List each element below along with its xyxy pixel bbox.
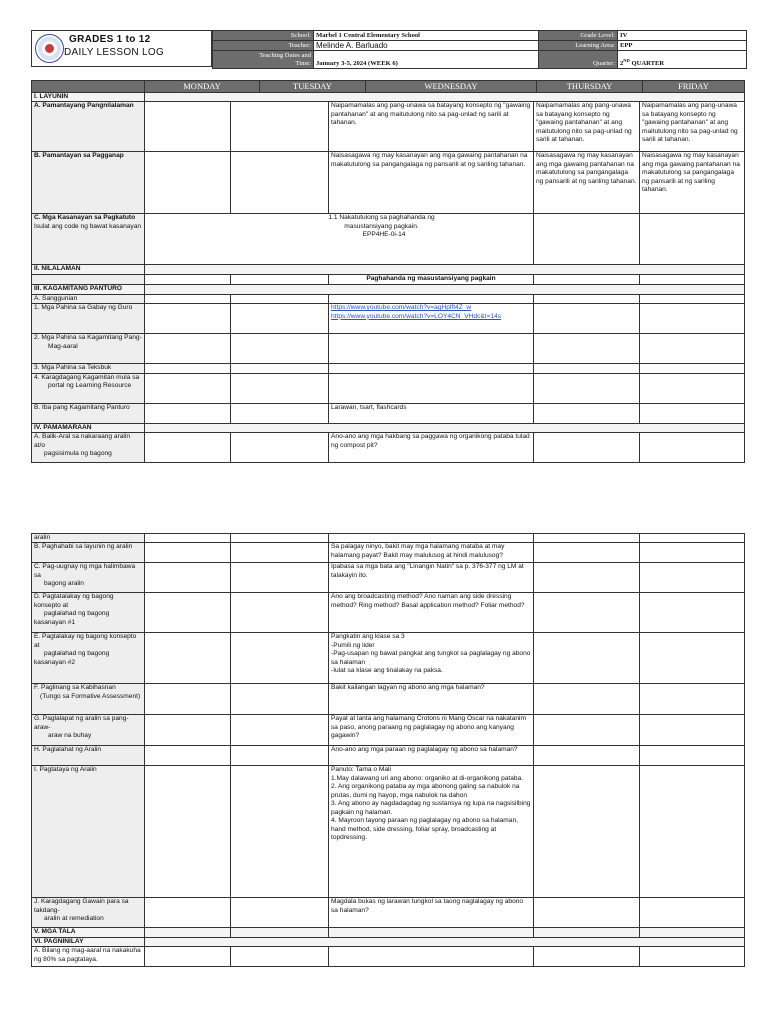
label-pagtatalakay-1: [32, 593, 145, 633]
i-line: 4. Mayroon tayong paraan ng paglalagay ng abono sa halaman, hand method, side dressing, foliar spray, broadcasting at topdressing.: [331, 817, 518, 841]
cell-km-tue: [231, 334, 329, 364]
section-kagamitang-panturo: III. KAGAMITANG PANTURO: [32, 285, 145, 294]
karagdagang-line-1: 4. Karagdagang Kagamitan mula sa: [34, 373, 140, 381]
cell-sang-tue: [231, 294, 329, 303]
header-info-table: [212, 30, 747, 69]
cell-iba-thu: [534, 403, 640, 423]
cell-f-fri: [640, 684, 745, 715]
section-pamamaraan-fill: [145, 423, 745, 432]
cell-h-mon: [145, 746, 231, 766]
youtube-link-2[interactable]: https://www.youtube.com/watch?v=LOY4CN_VHdc&t=14s: [331, 312, 502, 320]
label-paghahabi: B. Paghahabi sa layunin ng aralin: [32, 543, 145, 563]
school-value: Marbel 1 Central Elementary School: [314, 31, 539, 41]
label-kasanayan-sa-pagkatuto: [32, 214, 145, 265]
label-paglalahat: H. Paglalahat ng Aralin: [32, 746, 145, 766]
pagtalakay-2-line-1: E. Pagtalakay ng bagong konsepto at: [34, 633, 137, 649]
cell-i-thu: [534, 766, 640, 898]
cell-km-fri: [640, 334, 745, 364]
grade-value: IV: [618, 31, 747, 41]
cell-nil-mon: [145, 275, 231, 285]
pagtalakay-2-line-3: kasanayan #2: [34, 658, 76, 666]
competency-code: EPP4HE-0i-14: [362, 231, 406, 239]
cell-b-thu: Naisasagawa ng may kasanayan ang mga gawaing pantahanan na makatutulong sa pangangalaga ng pansarili at ng sariling tahanan.: [534, 152, 640, 214]
cell-c-competency: [145, 214, 534, 265]
label-paglalapat: [32, 715, 145, 746]
quarter-word: QUARTER: [631, 60, 665, 67]
cell-g-fri: [640, 715, 745, 746]
cell-nil-tue: [231, 275, 329, 285]
cell-sang-wed: [329, 294, 534, 303]
cell-tala-mon: [145, 928, 231, 937]
cell-b-tue: [231, 152, 329, 214]
cell-ph-tue: [231, 543, 329, 563]
day-monday: MONDAY: [145, 81, 260, 93]
label-kagamitang-pang-mag-aaral: [32, 334, 145, 364]
cell-pu-tue: [231, 563, 329, 593]
paglalapat-line-1: G. Paglalapat ng aralin sa pang-araw-: [34, 715, 129, 731]
section-pagninilay: VI. PAGNINILAY: [32, 937, 145, 946]
cell-pn-mon: [145, 947, 231, 967]
cell-lr-wed: [329, 373, 534, 403]
cell-g-tue: [231, 715, 329, 746]
cell-gabay-tue: [231, 304, 329, 334]
pagtatalakay-1-line-3: kasanayan #1: [34, 618, 76, 626]
cell-ba-fri: [640, 433, 745, 463]
cell-a-fri: Naipamamalas ang pang-unawa sa batayang konsepto ng "gawaing pantahanan" at ang maitutulong nito sa pag-unlad ng sarili at tahanan.: [640, 102, 745, 152]
lesson-table-page-2: [31, 533, 745, 967]
cell-sang-thu: [534, 294, 640, 303]
competency-text: 1.1 Nakatutulong sa paghahanda ng masustansiyang pagkain.: [328, 214, 435, 230]
paglinang-line-1: F. Paglinang sa Kabihasnan: [34, 684, 116, 692]
cell-e-mon: [145, 633, 231, 684]
cell-gabay-mon: [145, 304, 231, 334]
balik-aral-line-1: A. Balik-Aral sa nakaraang aralin at/o: [34, 433, 131, 449]
cell-f-thu: [534, 684, 640, 715]
cell-tala-tue: [231, 928, 329, 937]
cell-ba2-mon: [145, 534, 231, 543]
cell-tb-wed: [329, 364, 534, 373]
cell-pu-wed: Ipabasa sa mga bata ang "Linangin Natin" sa p. 376-377 ng LM at talakayin ito.: [329, 563, 534, 593]
day-friday: FRIDAY: [643, 81, 745, 93]
section-nilalaman-fill: [145, 265, 745, 275]
kasanayan-subtitle: Isulat ang code ng bawat kasanayan: [34, 222, 142, 230]
label-paglinang: [32, 684, 145, 715]
cell-d-mon: [145, 593, 231, 633]
pagtatalakay-1-line-1: D. Pagtatalakay ng bagong konsepto at: [34, 593, 114, 609]
cell-pu-fri: [640, 563, 745, 593]
karagdagang-gawain-line-2: aralin at remediation: [44, 915, 104, 923]
cell-pn-fri: [640, 947, 745, 967]
i-line: 2. Ang organikong pataba ay mga abonong galing sa nabulok na prutas, dumi ng hayop, mga nabulok na dahon: [331, 783, 520, 799]
cell-tb-mon: [145, 364, 231, 373]
label-pag-uugnay: [32, 563, 145, 593]
youtube-link-1[interactable]: https://www.youtube.com/watch?v=agHplft4Z_w: [331, 304, 472, 312]
paglalapat-line-2: araw na buhay: [48, 732, 92, 740]
teacher-value: Melinde A. Barluado: [314, 41, 539, 51]
label-pagtataya: I. Pagtataya ng Aralin: [32, 766, 145, 898]
karagdagang-gawain-line-1: J. Karagdagang Gawain para sa takdang-: [34, 898, 129, 914]
cell-f-mon: [145, 684, 231, 715]
cell-sang-fri: [640, 294, 745, 303]
cell-tala-thu: [534, 928, 640, 937]
cell-f-wed: Bakit kailangan lagyan ng abono ang mga halaman?: [329, 684, 534, 715]
cell-km-thu: [534, 334, 640, 364]
area-label: Learning Area:: [539, 41, 618, 51]
cell-ba-wed: Ano-ano ang mga hakbang sa paggawa ng organikong pataba tulad ng compost pit?: [329, 433, 534, 463]
label-bilang-80: A. Bilang ng mag-aaral na nakakuha ng 80% sa pagtataya.: [32, 947, 145, 967]
cell-d-tue: [231, 593, 329, 633]
cell-ba2-tue: [231, 534, 329, 543]
cell-j-fri: [640, 898, 745, 928]
cell-j-wed: Magdala bukas ng larawan tungkol sa taong naglalagay ng abono sa halaman?: [329, 898, 534, 928]
cell-h-wed: Ano-ano ang mga paraan ng paglalagay ng abono sa halaman?: [329, 746, 534, 766]
label-gabay-ng-guro: 1. Mga Pahina sa Gabay ng Guro: [32, 304, 145, 334]
kasanayan-title: C. Mga Kasanayan sa Pagkatuto: [34, 214, 136, 222]
lesson-table-page-1: [31, 92, 745, 463]
cell-g-mon: [145, 715, 231, 746]
cell-ph-mon: [145, 543, 231, 563]
cell-i-mon: [145, 766, 231, 898]
label-karagdagang-kagamitan: [32, 373, 145, 403]
grade-label: Grade Level:: [539, 31, 618, 41]
quarter-value: [618, 51, 747, 69]
label-teksbuk: 3. Mga Pahina sa Teksbuk: [32, 364, 145, 373]
cell-i-fri: [640, 766, 745, 898]
teacher-label: Teacher:: [213, 41, 314, 51]
balik-aral-line-3: aralin: [32, 534, 145, 543]
cell-h-tue: [231, 746, 329, 766]
cell-ph-thu: [534, 543, 640, 563]
label-iba-pang-kagamitan: B. Iba pang Kagamitang Panturo: [32, 403, 145, 423]
section-nilalaman: II. NILALAMAN: [32, 265, 145, 275]
e-line: -Iulat sa klase ang tinalakay na paksa.: [331, 667, 443, 675]
cell-ph-wed: Sa palagay ninyo, bakit may mga halamang mataba at may halamang payat? Bakit may malulusog at hindi malulusog?: [329, 543, 534, 563]
area-value: EPP: [618, 41, 747, 51]
cell-j-mon: [145, 898, 231, 928]
section-kagamitan-fill: [145, 285, 745, 294]
i-line: Panuto: Tama o Mali: [331, 766, 391, 774]
label-karagdagang-gawain: [32, 898, 145, 928]
cell-tb-tue: [231, 364, 329, 373]
cell-a-mon: [145, 102, 231, 152]
cell-a-thu: Naipamamalas ang pang-unawa sa batayang konsepto ng "gawaing pantahanan" at ang maitutulong nito sa pag-unlad ng sarili at tahanan.: [534, 102, 640, 152]
cell-km-wed: [329, 334, 534, 364]
day-thursday: THURSDAY: [537, 81, 643, 93]
school-label: School:: [213, 31, 314, 41]
cell-h-fri: [640, 746, 745, 766]
label-sanggunian: A. Sanggunian: [32, 294, 145, 303]
label-pamantayan-sa-pagganap: B. Pamantayan sa Pagganap: [32, 152, 145, 214]
cell-c-thu: [534, 214, 640, 265]
day-tuesday: TUESDAY: [260, 81, 366, 93]
dates-label: [213, 51, 314, 69]
cell-km-mon: [145, 334, 231, 364]
kagamitang-line-2: Mag-aaral: [48, 342, 78, 350]
header-logo-box: [31, 30, 212, 67]
cell-pn-tue: [231, 947, 329, 967]
section-layunin: I. LAYUNIN: [32, 93, 145, 102]
cell-c-fri: [640, 214, 745, 265]
dates-label-1: Teaching Dates and: [259, 51, 311, 59]
cell-pu-thu: [534, 563, 640, 593]
cell-b-fri: Naisasagawa ng may kasanayan ang mga gawaing pantahanan na makatutulong sa pangangalaga ng pansarili at ng sariling tahanan.: [640, 152, 745, 214]
i-line: 3. Ang abono ay nagdadagdag ng sustansya ng lupa na nagsisilbing pagkain ng halaman.: [331, 800, 531, 816]
pagtatalakay-1-line-2: paglalahad ng bagong: [44, 610, 110, 618]
title-line-1: GRADES 1 to 12: [69, 34, 151, 45]
cell-nil-thu: [534, 275, 640, 285]
e-line: -Pag-usapan ng bawat pangkat ang tungkol sa paglalagay ng abono sa halaman: [331, 650, 531, 666]
dates-label-2: Time:: [295, 59, 311, 67]
cell-j-tue: [231, 898, 329, 928]
e-line: -Pumili ng lider: [331, 641, 375, 649]
label-pamantayang-pangnilalaman: A. Pamantayang Pangnilalaman: [32, 102, 145, 152]
deped-seal-icon: [35, 34, 64, 63]
cell-ba-mon: [145, 433, 231, 463]
cell-iba-tue: [231, 403, 329, 423]
balik-aral-line-2: pagsisimula ng bagong: [44, 450, 112, 458]
cell-gabay-thu: [534, 304, 640, 334]
cell-tala-wed: [329, 928, 534, 937]
nilalaman-label-blank: [32, 275, 145, 285]
pag-uugnay-line-2: bagong aralin: [44, 580, 84, 588]
cell-nil-fri: [640, 275, 745, 285]
i-line: 1.May dalawang uri ang abono: organiko at di-organikong pataba.: [331, 774, 524, 782]
cell-e-tue: [231, 633, 329, 684]
pagtalakay-2-line-2: paglalahad ng bagong: [44, 650, 110, 658]
cell-d-wed: Ano ang broadcasting method? Ano naman ang side dressing method? Ring method? Basal application method? Foliar method?: [329, 593, 534, 633]
quarter-number: 2: [620, 60, 624, 67]
dates-value: January 3-5, 2024 (WEEK 6): [314, 51, 539, 69]
cell-iba-fri: [640, 403, 745, 423]
e-line: Pangkatin ang klase sa 3: [331, 633, 405, 641]
cell-gabay-fri: [640, 304, 745, 334]
cell-pn-wed: [329, 947, 534, 967]
cell-b-mon: [145, 152, 231, 214]
cell-pu-mon: [145, 563, 231, 593]
cell-b-wed: Naisasagawa ng may kasanayan ang mga gawaing pantahanan na makatutulong sa pangangalaga ng pansarili at ng sariling tahanan.: [329, 152, 534, 214]
cell-ba2-thu: [534, 534, 640, 543]
cell-ph-fri: [640, 543, 745, 563]
title-line-2: DAILY LESSON LOG: [64, 47, 165, 58]
cell-i-wed: [329, 766, 534, 898]
cell-gabay-wed: [329, 304, 534, 334]
section-pamamaraan: IV. PAMAMARAAN: [32, 423, 145, 432]
karagdagang-line-2: portal ng Learning Resource: [48, 382, 132, 390]
cell-a-wed: Naipamamalas ang pang-unawa sa batayang konsepto ng "gawaing pantahanan" at ang maitutulong nito sa pag-unlad ng sarili at tahanan.: [329, 102, 534, 152]
pag-uugnay-line-1: C. Pag-uugnay ng mga halimbawa sa: [34, 563, 136, 579]
cell-d-fri: [640, 593, 745, 633]
cell-d-thu: [534, 593, 640, 633]
cell-nilalaman-text: Paghahanda ng masustansiyang pagkain: [329, 275, 534, 285]
cell-g-thu: [534, 715, 640, 746]
section-pagninilay-fill: [145, 937, 745, 946]
cell-h-thu: [534, 746, 640, 766]
cell-e-thu: [534, 633, 640, 684]
cell-lr-thu: [534, 373, 640, 403]
cell-tb-thu: [534, 364, 640, 373]
cell-g-wed: Payat at lanta ang halamang Crotons ni Mang Oscar na nakatanim sa paso, anong paraang ng paglalagay ng abono ang kanyang gagawin?: [329, 715, 534, 746]
quarter-label: Quarter:: [539, 51, 618, 69]
cell-lr-tue: [231, 373, 329, 403]
cell-pn-thu: [534, 947, 640, 967]
cell-sang-mon: [145, 294, 231, 303]
label-balik-aral: [32, 433, 145, 463]
cell-a-tue: [231, 102, 329, 152]
cell-e-wed: [329, 633, 534, 684]
cell-tala-fri: [640, 928, 745, 937]
cell-ba2-fri: [640, 534, 745, 543]
cell-j-thu: [534, 898, 640, 928]
cell-f-tue: [231, 684, 329, 715]
quarter-suffix: ND: [623, 57, 630, 63]
cell-lr-mon: [145, 373, 231, 403]
cell-tb-fri: [640, 364, 745, 373]
label-pagtalakay-2: [32, 633, 145, 684]
cell-ba-tue: [231, 433, 329, 463]
day-wednesday: WEDNESDAY: [366, 81, 537, 93]
paglinang-line-2: (Tungo sa Formative Assessment): [40, 692, 141, 700]
cell-iba-wed: Larawan, tsart, flashcards: [329, 403, 534, 423]
cell-iba-mon: [145, 403, 231, 423]
section-mga-tala: V. MGA TALA: [32, 928, 145, 937]
day-header-blank: [32, 81, 145, 93]
kagamitang-line-1: 2. Mga Pahina sa Kagamitang Pang-: [34, 334, 142, 342]
cell-ba2-wed: [329, 534, 534, 543]
cell-i-tue: [231, 766, 329, 898]
cell-ba-thu: [534, 433, 640, 463]
cell-e-fri: [640, 633, 745, 684]
section-layunin-fill: [145, 93, 745, 102]
cell-lr-fri: [640, 373, 745, 403]
